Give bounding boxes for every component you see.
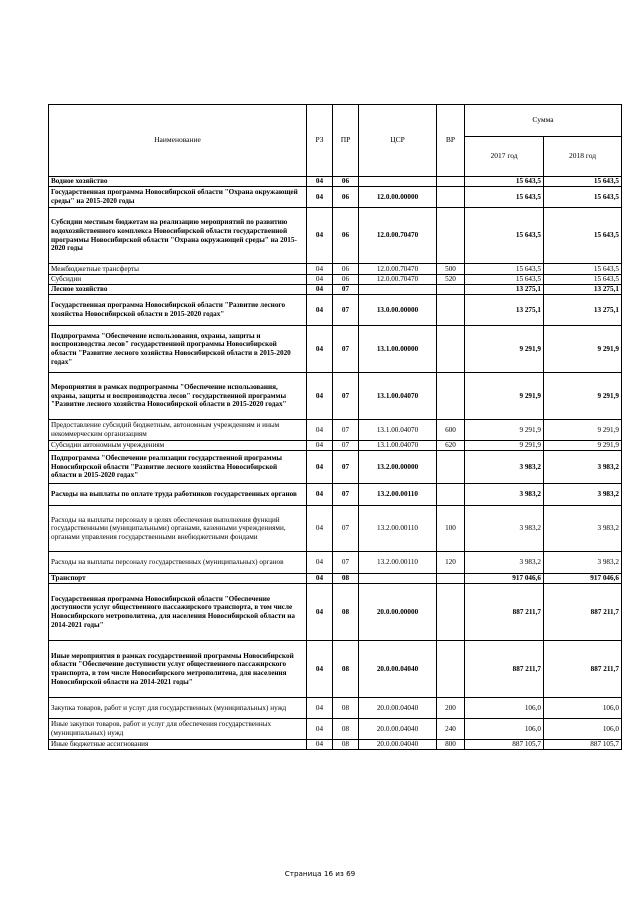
cell-rz: 04 [307,574,333,584]
cell-2018: 9 291,9 [544,326,622,373]
table-row [49,574,622,584]
table-row [49,552,622,574]
cell-rz: 04 [307,373,333,420]
cell-vr [437,641,465,698]
cell-name: Иные мероприятия в рамках государственной программы Новосибирской области "Обеспечение доступности услуг общественного пассажирского транспорта, в том числе Новосибирского метрополитена, для населения Новосибирской области на 2014-2021 годы" [49,641,307,698]
cell-2017: 9 291,9 [465,373,544,420]
cell-2018: 9 291,9 [544,420,622,441]
cell-vr [437,177,465,187]
cell-pr: 07 [333,373,359,420]
cell-2018: 106,0 [544,698,622,719]
cell-2017: 3 983,2 [465,506,544,552]
cell-vr [437,373,465,420]
cell-name: Межбюджетные трансферты [49,264,307,275]
cell-2018: 9 291,9 [544,373,622,420]
cell-name: Государственная программа Новосибирской области "Охрана окружающей среды" на 2015-2020 годы [49,187,307,208]
header-csr: ЦСР [359,105,437,177]
cell-name: Расходы на выплаты по оплате труда работников государственных органов [49,484,307,506]
cell-csr: 20.0.00.04040 [359,719,437,740]
cell-rz: 04 [307,698,333,719]
cell-2018: 15 643,5 [544,264,622,275]
cell-2017: 9 291,9 [465,326,544,373]
cell-name: Государственная программа Новосибирской области "Развитие лесного хозяйства Новосибирской области в 2015-2020 годах" [49,295,307,326]
cell-csr: 13.1.00.00000 [359,326,437,373]
header-rz: РЗ [307,105,333,177]
table-row [49,420,622,441]
cell-2017: 917 046,6 [465,574,544,584]
header-sum: Сумма [465,105,622,137]
cell-csr: 13.2.00.00110 [359,484,437,506]
cell-pr: 07 [333,552,359,574]
cell-2018: 9 291,9 [544,441,622,451]
cell-2017: 13 275,1 [465,295,544,326]
cell-csr: 13.2.00.00110 [359,552,437,574]
table-row [49,295,622,326]
cell-rz: 04 [307,275,333,285]
header-pr: ПР [333,105,359,177]
table-row [49,698,622,719]
cell-vr [437,295,465,326]
cell-2018: 3 983,2 [544,484,622,506]
cell-csr: 13.1.00.04070 [359,441,437,451]
cell-pr: 06 [333,177,359,187]
cell-csr: 13.2.00.00110 [359,506,437,552]
cell-csr: 12.0.00.70470 [359,275,437,285]
header-2017: 2017 год [465,137,544,177]
cell-2018: 15 643,5 [544,275,622,285]
table-row [49,177,622,187]
cell-name: Подпрограмма "Обеспечение реализации государственной программы Новосибирской области "Развитие лесного хозяйства Новосибирской области в 2015-2020 годах" [49,451,307,484]
cell-2017: 9 291,9 [465,441,544,451]
cell-csr [359,177,437,187]
table-row [49,484,622,506]
cell-vr: 100 [437,506,465,552]
cell-rz: 04 [307,177,333,187]
cell-vr [437,187,465,208]
cell-2017: 15 643,5 [465,177,544,187]
cell-vr: 500 [437,264,465,275]
cell-csr: 12.0.00.00000 [359,187,437,208]
cell-2017: 13 275,1 [465,285,544,295]
table-row [49,641,622,698]
cell-vr [437,285,465,295]
cell-2017: 887 105,7 [465,740,544,750]
cell-pr: 07 [333,506,359,552]
cell-rz: 04 [307,719,333,740]
cell-csr [359,574,437,584]
cell-csr: 13.2.00.00000 [359,451,437,484]
cell-vr: 240 [437,719,465,740]
cell-name: Государственная программа Новосибирской области "Обеспечение доступности услуг общественного пассажирского транспорта, в том числе Новосибирского метрополитена, для населения Новосибирской области на 2014-2021 годы" [49,584,307,641]
table-row [49,275,622,285]
cell-pr: 07 [333,326,359,373]
cell-vr [437,584,465,641]
cell-rz: 04 [307,326,333,373]
cell-2017: 3 983,2 [465,484,544,506]
cell-rz: 04 [307,295,333,326]
table-row [49,441,622,451]
cell-name: Лесное хозяйство [49,285,307,295]
cell-2018: 13 275,1 [544,295,622,326]
table-row [49,373,622,420]
cell-2018: 3 983,2 [544,506,622,552]
cell-rz: 04 [307,441,333,451]
cell-pr: 07 [333,420,359,441]
cell-rz: 04 [307,740,333,750]
cell-2017: 3 983,2 [465,451,544,484]
cell-pr: 06 [333,187,359,208]
cell-pr: 08 [333,719,359,740]
cell-2017: 15 643,5 [465,264,544,275]
cell-rz: 04 [307,451,333,484]
cell-rz: 04 [307,420,333,441]
cell-name: Иные бюджетные ассигнования [49,740,307,750]
cell-name: Мероприятия в рамках подпрограммы "Обеспечение использования, охраны, защиты и воспроизводства лесов" государственной программы "Развитие лесного хозяйства Новосибирской области в 2015-2020 годах" [49,373,307,420]
cell-2017: 15 643,5 [465,208,544,264]
cell-pr: 08 [333,641,359,698]
cell-rz: 04 [307,641,333,698]
cell-name: Субсидии местным бюджетам на реализацию мероприятий по развитию водохозяйственного комплекса Новосибирской области государственной программы Новосибирской области "Охрана окружающей среды" на 2015-2020 годы [49,208,307,264]
cell-vr: 520 [437,275,465,285]
cell-pr: 07 [333,484,359,506]
header-2018: 2018 год [544,137,622,177]
cell-vr [437,208,465,264]
cell-pr: 06 [333,264,359,275]
table-row [49,506,622,552]
cell-name: Расходы на выплаты персоналу в целях обеспечения выполнения функций государственными (муниципальными) органами, казенными учреждениями, органами управления государственными внебюджетными фондами [49,506,307,552]
cell-csr: 20.0.00.04040 [359,698,437,719]
cell-pr: 07 [333,295,359,326]
cell-2018: 887 211,7 [544,584,622,641]
cell-2017: 3 983,2 [465,552,544,574]
cell-pr: 08 [333,584,359,641]
cell-pr: 06 [333,275,359,285]
cell-rz: 04 [307,584,333,641]
cell-2017: 9 291,9 [465,420,544,441]
table-row [49,187,622,208]
cell-name: Субсидии [49,275,307,285]
table-row [49,326,622,373]
cell-rz: 04 [307,552,333,574]
cell-rz: 04 [307,208,333,264]
cell-vr: 620 [437,441,465,451]
cell-2017: 106,0 [465,698,544,719]
cell-csr: 12.0.00.70470 [359,264,437,275]
table-row [49,285,622,295]
cell-vr: 800 [437,740,465,750]
cell-2018: 15 643,5 [544,177,622,187]
cell-2018: 3 983,2 [544,451,622,484]
cell-name: Транспорт [49,574,307,584]
header-vr: ВР [437,105,465,177]
table-row [49,264,622,275]
cell-2018: 13 275,1 [544,285,622,295]
cell-2018: 15 643,5 [544,208,622,264]
cell-rz: 04 [307,264,333,275]
table-row [49,584,622,641]
cell-rz: 04 [307,484,333,506]
cell-2018: 3 983,2 [544,552,622,574]
page-number: Страница 16 из 69 [284,869,356,878]
cell-csr: 13.0.00.00000 [359,295,437,326]
cell-name: Расходы на выплаты персоналу государственных (муниципальных) органов [49,552,307,574]
cell-name: Субсидии автономным учреждениям [49,441,307,451]
table-row [49,719,622,740]
cell-2018: 887 211,7 [544,641,622,698]
cell-vr [437,451,465,484]
cell-csr: 20.0.00.00000 [359,584,437,641]
cell-name: Подпрограмма "Обеспечение использования, охраны, защиты и воспроизводства лесов" государственной программы Новосибирской области "Развитие лесного хозяйства Новосибирской области в 2015-2020 годах" [49,326,307,373]
header-row-1 [49,105,622,137]
cell-pr: 08 [333,698,359,719]
cell-2017: 106,0 [465,719,544,740]
cell-vr: 120 [437,552,465,574]
cell-rz: 04 [307,285,333,295]
cell-csr: 13.1.00.04070 [359,373,437,420]
cell-pr: 08 [333,574,359,584]
cell-2017: 15 643,5 [465,275,544,285]
cell-name: Иные закупки товаров, работ и услуг для обеспечения государственных (муниципальных) нужд [49,719,307,740]
cell-vr [437,326,465,373]
cell-2018: 917 046,6 [544,574,622,584]
cell-pr: 07 [333,441,359,451]
cell-csr [359,285,437,295]
cell-csr: 13.1.00.04070 [359,420,437,441]
header-name: Наименование [49,105,307,177]
cell-name: Закупка товаров, работ и услуг для государственных (муниципальных) нужд [49,698,307,719]
cell-name: Водное хозяйство [49,177,307,187]
cell-vr: 600 [437,420,465,441]
cell-vr [437,574,465,584]
cell-pr: 07 [333,451,359,484]
cell-rz: 04 [307,187,333,208]
cell-vr [437,484,465,506]
cell-2017: 887 211,7 [465,584,544,641]
cell-rz: 04 [307,506,333,552]
cell-2018: 887 105,7 [544,740,622,750]
budget-table [48,104,622,750]
cell-csr: 20.0.00.04040 [359,641,437,698]
cell-2017: 887 211,7 [465,641,544,698]
table-body [49,177,622,750]
cell-2017: 15 643,5 [465,187,544,208]
cell-vr: 200 [437,698,465,719]
cell-pr: 08 [333,740,359,750]
cell-2018: 106,0 [544,719,622,740]
cell-pr: 06 [333,208,359,264]
cell-pr: 07 [333,285,359,295]
table-row [49,208,622,264]
table-row [49,451,622,484]
cell-name: Предоставление субсидий бюджетным, автономным учреждениям и иным некоммерческим организациям [49,420,307,441]
cell-2018: 15 643,5 [544,187,622,208]
table-row [49,740,622,750]
cell-csr: 12.0.00.70470 [359,208,437,264]
cell-csr: 20.0.00.04040 [359,740,437,750]
